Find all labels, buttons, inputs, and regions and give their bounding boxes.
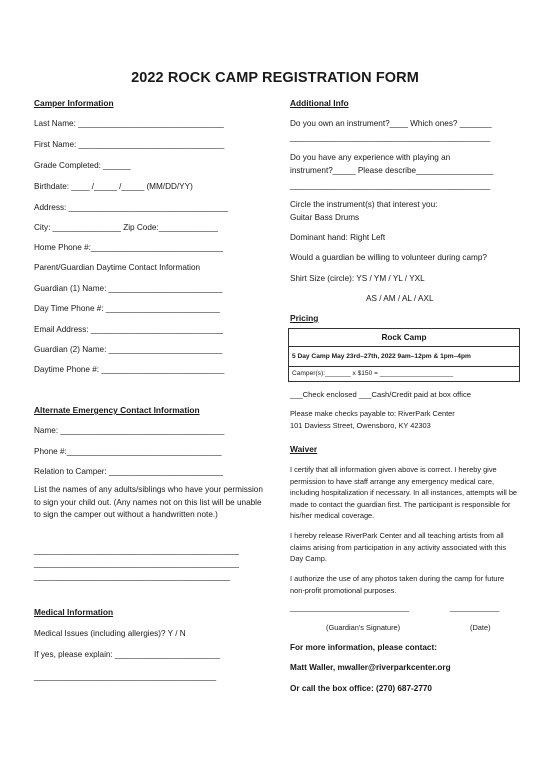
experience-question-1: Do you have any experience with playing an (290, 153, 451, 162)
contact-person: Matt Waller, mwaller@riverparkcenter.org (290, 663, 451, 672)
medical-explain-line[interactable]: ________________________________________ (34, 672, 217, 681)
pricing-box-divider-2 (289, 366, 519, 367)
pricing-heading: Pricing (290, 313, 319, 323)
address-field[interactable]: Address: ___________________________________ (34, 203, 228, 212)
home-phone-field[interactable]: Home Phone #:_____________________________ (34, 243, 223, 252)
pricing-box-title: Rock Camp (381, 333, 427, 342)
email-field[interactable]: Email Address: _____________________________ (34, 325, 223, 334)
permission-line-2[interactable]: _____________________________________________ (34, 559, 239, 568)
volunteer-question: Would a guardian be willing to volunteer during camp? (290, 253, 487, 262)
waiver-paragraph-1: I certify that all information given above is correct. I hereby give permission to have staff arrange any emergency medical care, including hospitalization if necessary. In all instances, attempts will be made to contact the guardian first. The participant is responsible for his/her medical coverage. (290, 465, 518, 520)
emergency-contact-heading: Alternate Emergency Contact Information (34, 405, 200, 415)
daytime-phone-field[interactable]: Daytime Phone #: ___________________________ (34, 365, 225, 374)
relation-field[interactable]: Relation to Camper: _________________________ (34, 467, 223, 476)
pricing-box-divider-1 (289, 346, 519, 347)
payment-options[interactable]: ___Check enclosed ___Cash/Credit paid at box office (290, 390, 471, 399)
center-address: 101 Daviess Street, Owensboro, KY 42303 (290, 421, 431, 430)
instrument-question[interactable]: Do you own an instrument?____ Which ones? _______ (290, 119, 492, 128)
guardian1-name-field[interactable]: Guardian (1) Name: _________________________ (34, 284, 223, 293)
pricing-box-schedule: 5 Day Camp May 23rd–27th, 2022 9am–12pm & 1pm–4pm (292, 353, 471, 360)
day-phone-field[interactable]: Day Time Phone #: _________________________ (34, 304, 220, 313)
emergency-name-field[interactable]: Name: ____________________________________ (34, 426, 225, 435)
medical-issues-question[interactable]: Medical Issues (including allergies)? Y / N (34, 629, 186, 638)
shirt-size-adult[interactable]: AS / AM / AL / AXL (366, 294, 434, 303)
experience-line[interactable]: ____________________________________________ (290, 181, 491, 190)
last-name-field[interactable]: Last Name: ________________________________ (34, 119, 224, 128)
experience-question-2[interactable]: instrument?_____ Please describe_________________ (290, 166, 494, 175)
guardian2-name-field[interactable]: Guardian (2) Name: _________________________ (34, 345, 223, 354)
instrument-options[interactable]: Guitar Bass Drums (290, 213, 360, 222)
shirt-size-field[interactable]: Shirt Size (circle): YS / YM / YL / YXL (290, 274, 425, 283)
waiver-heading: Waiver (290, 444, 318, 454)
signature-label: (Guardian's Signature) (326, 623, 401, 632)
birthdate-field[interactable]: Birthdate: ____ /_____ /_____ (MM/DD/YY) (34, 182, 193, 191)
city-zip-field[interactable]: City: _______________ Zip Code:_____________ (34, 223, 218, 232)
waiver-paragraph-3: I authorize the use of any photos taken during the camp for future non-profit promotional purposes. (290, 574, 505, 595)
medical-explain-field[interactable]: If yes, please explain: _______________________ (34, 650, 220, 659)
date-line[interactable]: ____________ (450, 603, 500, 612)
pricing-box-campers[interactable]: Camper(s):_______ x $150 = ____________________ (292, 370, 454, 377)
dominant-hand-field[interactable]: Dominant hand: Right Left (290, 233, 386, 242)
emergency-phone-field[interactable]: Phone #:__________________________________ (34, 447, 222, 456)
checks-payable-text: Please make checks payable to: RiverPark Center (290, 409, 455, 418)
grade-field[interactable]: Grade Completed: ______ (34, 161, 131, 170)
signature-line[interactable]: _____________________________ (290, 603, 410, 612)
form-title: 2022 ROCK CAMP REGISTRATION FORM (131, 70, 419, 86)
contact-heading: For more information, please contact: (290, 643, 437, 652)
camper-info-heading: Camper Information (34, 98, 114, 108)
guardian-contact-heading: Parent/Guardian Daytime Contact Information (34, 263, 201, 272)
permission-line-1[interactable]: _____________________________________________ (34, 546, 239, 555)
first-name-field[interactable]: First Name: ________________________________ (34, 140, 225, 149)
pricing-box (288, 328, 520, 382)
date-label: (Date) (470, 623, 491, 632)
circle-instrument-text: Circle the instrument(s) that interest you: (290, 200, 438, 209)
box-office-phone: Or call the box office: (270) 687-2770 (290, 684, 432, 693)
additional-info-heading: Additional Info (290, 98, 349, 108)
waiver-paragraph-2: I hereby release RiverPark Center and all teaching artists from all claims arising from participation in any activity associated with this Day Camp. (290, 531, 507, 563)
permission-line-3[interactable]: ___________________________________________ (34, 572, 230, 581)
instrument-line[interactable]: ____________________________________________ (290, 133, 491, 142)
medical-info-heading: Medical Information (34, 607, 114, 617)
permission-list-text: List the names of any adults/siblings who have your permission to sign your child out. (Any names not on this list will be unable to sign the camper out without a handwritten note.) (34, 485, 263, 519)
